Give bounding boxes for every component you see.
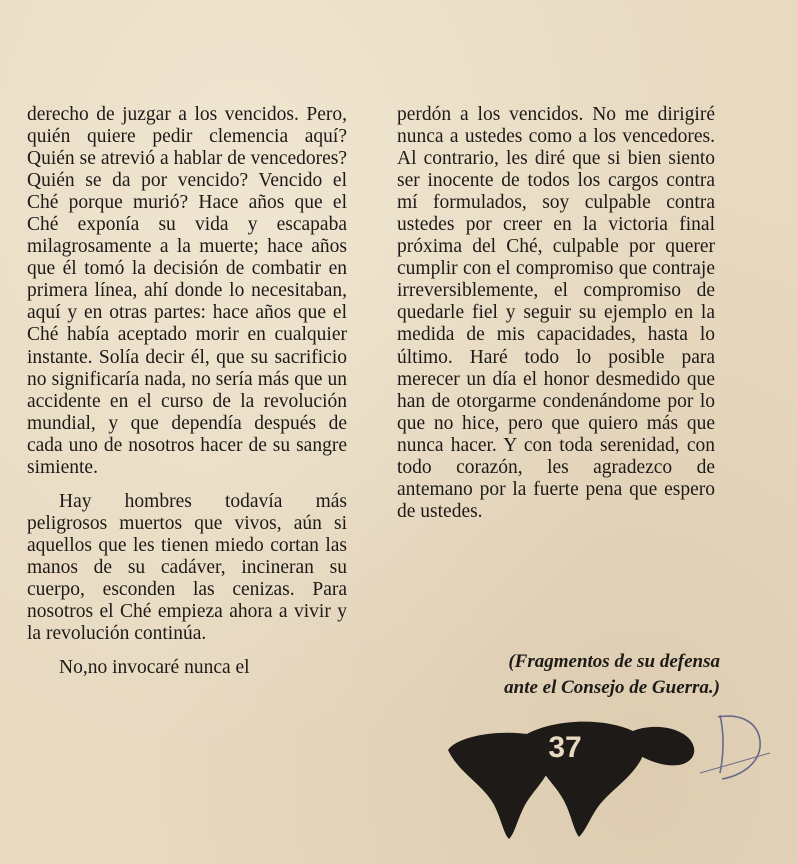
- pencil-scribble-icon: [700, 705, 790, 795]
- page-number-ornament-icon: [433, 705, 733, 845]
- paragraph-4: perdón a los vencidos. No me dirigiré nunca a ustedes como a los vencedores. Al contrario, les diré que si bien siento ser inocente de todos los cargos contra mí formulados, soy culpable contra ustedes por creer en la victoria final próxima del Ché, culpable por querer cumplir con el compromiso que contraje irreversiblemente, el compromiso de quedarle fiel y seguir su ejemplo en la medida de mis capacidades, hasta lo último. Haré todo lo posible para merecer un día el honor desmedido que han de otorgarme condenándome por lo que no hice, pero que quiero más que nunca hacer. Y con toda serenidad, con todo corazón, les agradezco de antemano por la fuerte pena que espero de ustedes.: [397, 104, 715, 522]
- caption-line-2: ante el Consejo de Guerra.): [504, 677, 720, 698]
- source-caption: [450, 649, 720, 701]
- paragraph-3: No,no invocaré nunca el: [59, 657, 250, 679]
- page-number: 37: [548, 731, 582, 764]
- paragraph-1: derecho de juzgar a los vencidos. Pero, quién quiere pedir clemencia aquí? Quién se atrevió a hablar de vencedores? Quién se da por vencido? Vencido el Ché porque murió? Hace años que el Ché exponía su vida y escapaba milagrosamente a la muerte; hace años que él tomó la decisión de combatir en primera línea, ahí donde lo necesitaban, aquí y en otras partes: hace años que el Ché había aceptado morir en cualquier instante. Solía decir él, que su sacrificio no significaría nada, no sería más que un accidente en el curso de la revolución mundial, y que dependía después de cada uno de nosotros hacer de su sangre simiente.: [27, 104, 347, 478]
- right-text-column: [397, 104, 715, 523]
- left-text-column: [27, 104, 347, 679]
- caption-line-1: (Fragmentos de su defensa: [508, 651, 720, 672]
- paragraph-2: Hay hombres todavía más peligrosos muertos que vivos, aún si aquellos que les tienen miedo cortan las manos de su cadáver, incineran su cuerpo, esconden las cenizas. Para nosotros el Ché empieza ahora a vivir y la revolución continúa.: [27, 490, 347, 645]
